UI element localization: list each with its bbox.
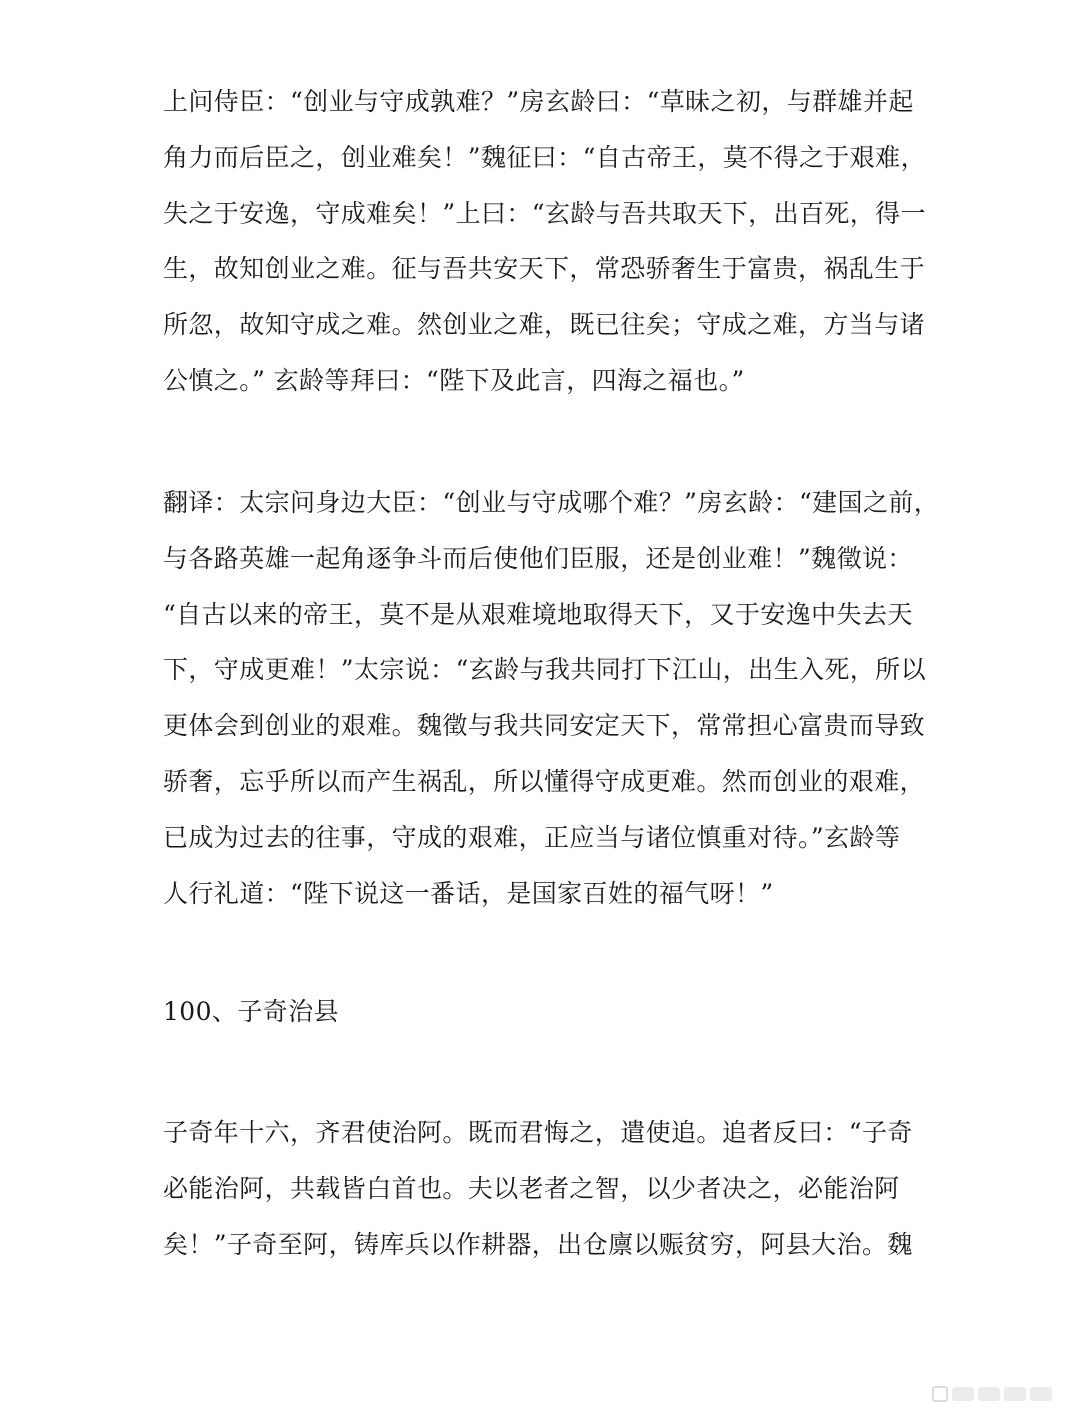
text-line: 已成为过去的往事，守成的艰难，正应当与诸位慎重对待。”玄龄等 [163, 822, 901, 852]
paragraph-translation [163, 475, 940, 921]
text-line: “自古以来的帝王，莫不是从艰难境地取得天下，又于安逸中失去天 [163, 599, 913, 629]
text-line: 矣！”子奇至阿，铸库兵以作耕器，出仓廪以赈贫穷，阿县大治。魏 [163, 1229, 913, 1259]
text-line: 失之于安逸，守成难矣！”上曰：“玄龄与吾共取天下，出百死，得一 [163, 198, 926, 228]
text-line: 必能治阿，共载皆白首也。夫以老者之智，以少者决之，必能治阿 [163, 1173, 900, 1203]
watermark-logo-icon [932, 1386, 948, 1402]
paragraph-section-text [163, 1105, 923, 1272]
text-line: 与各路英雄一起角逐争斗而后使他们臣服，还是创业难！”魏徵说： [163, 543, 913, 573]
text-line: 子奇年十六，齐君使治阿。既而君悔之，遣使追。追者反曰：“子奇 [163, 1118, 913, 1147]
text-line: 人行礼道：“陛下说这一番话，是国家百姓的福气呀！” [163, 878, 774, 908]
text-line: 角力而后臣之，创业难矣！”魏征曰：“自古帝王，莫不得之于艰难， [163, 142, 926, 172]
watermark-block [1004, 1387, 1026, 1401]
watermark-block [952, 1387, 974, 1401]
paragraph-original-text [163, 74, 926, 409]
text-line: 公慎之。” 玄龄等拜曰：“陛下及此言，四海之福也。” [163, 365, 745, 395]
text-line: 下，守成更难！”太宗说：“玄龄与我共同打下江山，出生入死，所以 [163, 655, 926, 685]
heading-text: 100、子奇治县 [163, 997, 339, 1026]
text-line: 生，故知创业之难。征与吾共安天下，常恐骄奢生于富贵，祸乱生于 [163, 254, 926, 284]
watermark-block [978, 1387, 1000, 1401]
text-line: 所忽，故知守成之难。然创业之难，既已往矣；守成之难，方当与诸 [163, 310, 926, 340]
text-line: 骄奢，忘乎所以而产生祸乱，所以懂得守成更难。然而创业的艰难， [163, 766, 926, 796]
text-line: 翻译：太宗问身边大臣：“创业与守成哪个难？”房玄龄：“建国之前， [163, 488, 940, 517]
text-line: 更体会到创业的艰难。魏徵与我共同安定天下，常常担心富贵而导致 [163, 711, 926, 741]
text-line: 上问侍臣：“创业与守成孰难？”房玄龄曰：“草昧之初，与群雄并起 [163, 87, 914, 116]
watermark-block [1030, 1387, 1052, 1401]
section-heading [163, 984, 923, 1040]
watermark [932, 1381, 1062, 1407]
